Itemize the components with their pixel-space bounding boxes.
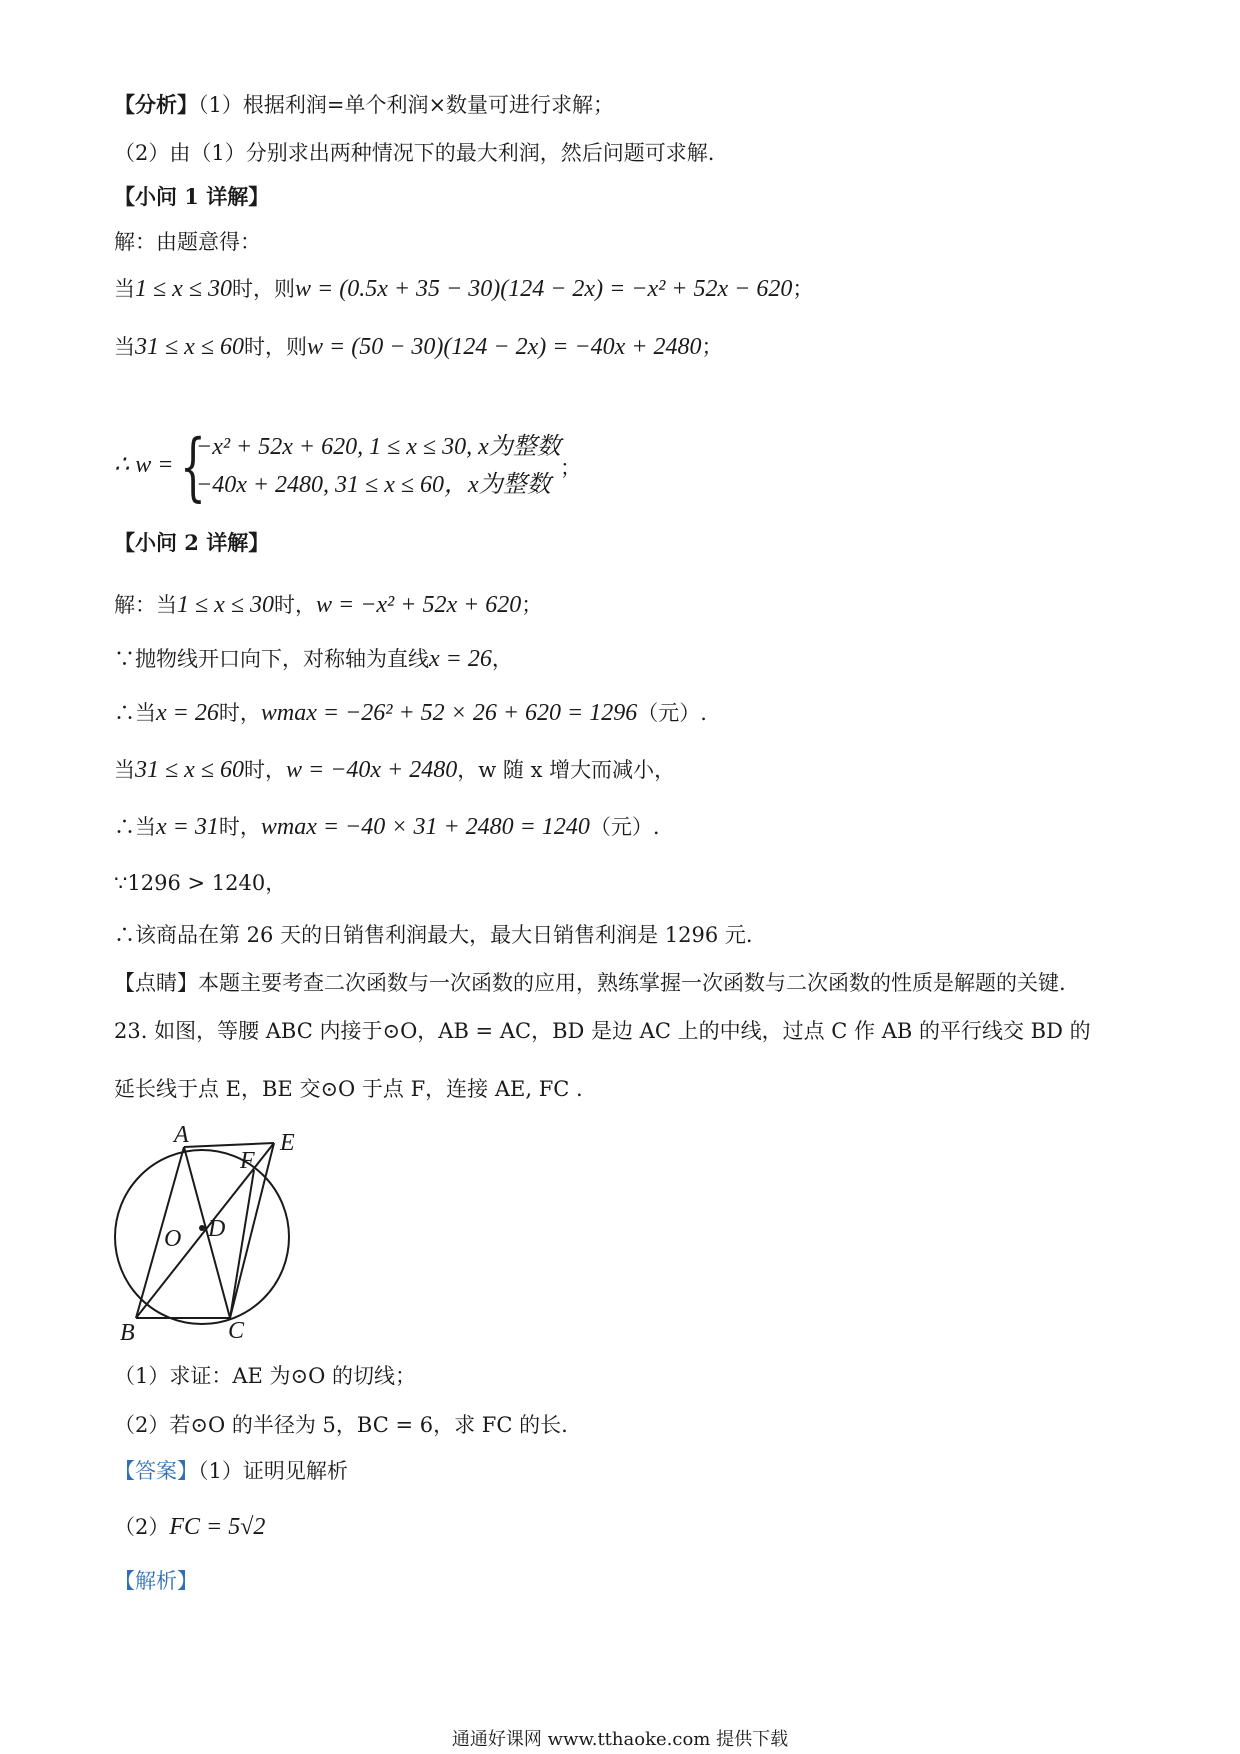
piecewise-row-1: −x² + 52x + 620, 1 ≤ x ≤ 30, x为整数 <box>196 434 561 460</box>
q2-l5-end: （元）. <box>589 815 660 839</box>
answer-tag: 【答案】 <box>114 1459 198 1483</box>
label-e: E <box>280 1130 295 1156</box>
q2-l5-eq: wmax = −40 × 31 + 2480 = 1240 <box>260 814 590 840</box>
answer-line-1 <box>114 1458 348 1484</box>
q2-l1-end: ； <box>521 593 543 617</box>
label-d: D <box>208 1216 226 1242</box>
q2-l4-mid: 时， <box>244 758 286 782</box>
q2-l1-mid: 时， <box>274 593 316 617</box>
q1-case2-mid: 时，则 <box>244 335 307 359</box>
q1-case2-eq: w = (50 − 30)(124 − 2x) = −40x + 2480 <box>307 334 702 360</box>
q1-case1-cond: 1 ≤ x ≤ 30 <box>135 276 232 302</box>
analysis-line-2: （2）由（1）分别求出两种情况下的最大利润，然后问题可求解. <box>114 141 715 165</box>
analysis-text-1: （1）根据利润=单个利润×数量可进行求解； <box>198 93 615 117</box>
q2-l1-eq: w = −x² + 52x + 620 <box>316 592 522 618</box>
q2-l2-end: ， <box>491 647 513 671</box>
problem-23-sub-2: （2）若⊙O 的半径为 5，BC = 6，求 FC 的长. <box>114 1413 568 1437</box>
segment-fc <box>230 1170 254 1318</box>
piecewise-end: ； <box>560 456 581 480</box>
q2-l3-end: （元）. <box>637 701 707 725</box>
q1-case2-end: ； <box>701 335 723 359</box>
footer: 通通好课网 www.tthaoke.com 提供下载 <box>451 1729 789 1750</box>
q2-l2-eq: x = 26 <box>429 646 492 672</box>
answer-2: FC = 5√2 <box>169 1514 266 1540</box>
piecewise-row-2: −40x + 2480, 31 ≤ x ≤ 60，x为整数 <box>196 472 551 498</box>
center-dot <box>199 1225 205 1231</box>
q2-l3-cond: x = 26 <box>156 700 219 726</box>
label-b: B <box>120 1320 135 1342</box>
q1-case2-cond: 31 ≤ x ≤ 60 <box>135 334 244 360</box>
q2-line-5 <box>114 812 660 842</box>
q2-l2-text: ∵抛物线开口向下，对称轴为直线 <box>114 647 429 671</box>
q2-l1-prefix: 解：当 <box>114 593 177 617</box>
q2-l4-prefix: 当 <box>114 758 135 782</box>
q2-l3-mid: 时， <box>218 701 261 725</box>
q2-line-1 <box>114 590 542 620</box>
label-f: F <box>240 1148 255 1174</box>
q1-intro: 解：由题意得： <box>114 230 261 254</box>
q2-line-7: ∴该商品在第 26 天的日销售利润最大，最大日销售利润是 1296 元. <box>114 923 753 947</box>
analysis-tag: 【分析】 <box>114 92 198 117</box>
segment-ae <box>184 1143 274 1147</box>
piecewise-brace: { <box>180 424 206 510</box>
q2-heading: 【小问 2 详解】 <box>114 530 270 555</box>
q1-case1-eq: w = (0.5x + 35 − 30)(124 − 2x) = −x² + 52x − 620 <box>295 276 793 302</box>
q2-l1-cond: 1 ≤ x ≤ 30 <box>177 592 274 618</box>
q2-line-6: ∵1296 > 1240， <box>114 871 287 895</box>
q2-l3-eq: wmax = −26² + 52 × 26 + 620 = 1296 <box>260 700 638 726</box>
q1-case1-end: ； <box>792 277 814 301</box>
analysis-line-1 <box>114 92 614 118</box>
q1-case1-mid: 时，则 <box>232 277 295 301</box>
q2-line-2 <box>114 644 513 674</box>
piecewise-lhs: ∴ w = <box>114 452 174 478</box>
comment: 【点睛】本题主要考查二次函数与一次函数的应用，熟练掌握一次函数与二次函数的性质是解题的关键. <box>114 971 1066 995</box>
q2-l3-prefix: ∴当 <box>114 701 156 725</box>
answer-1: （1）证明见解析 <box>198 1459 348 1483</box>
q2-l4-cond: 31 ≤ x ≤ 60 <box>135 757 244 783</box>
q1-case2-prefix: 当 <box>114 335 135 359</box>
q2-line-4 <box>114 755 675 785</box>
q1-heading: 【小问 1 详解】 <box>114 184 270 209</box>
q2-l5-cond: x = 31 <box>156 814 219 840</box>
label-a: A <box>174 1122 189 1148</box>
q2-l4-eq: w = −40x + 2480 <box>286 757 458 783</box>
label-c: C <box>228 1318 245 1342</box>
answer-line-2 <box>114 1512 265 1542</box>
problem-23-line-2: 延长线于点 E，BE 交⊙O 于点 F，连接 AE, FC . <box>114 1077 583 1101</box>
q1-case1 <box>114 274 813 304</box>
answer-2-prefix: （2） <box>114 1515 170 1539</box>
q1-case2 <box>114 332 722 362</box>
solution-tag: 【解析】 <box>114 1569 198 1593</box>
q2-line-3 <box>114 698 707 728</box>
q1-case1-prefix: 当 <box>114 277 135 301</box>
q2-l5-mid: 时， <box>218 815 261 839</box>
geometry-figure <box>104 1122 374 1342</box>
problem-23-sub-1: （1）求证：AE 为⊙O 的切线； <box>114 1364 417 1388</box>
q2-l5-prefix: ∴当 <box>114 815 156 839</box>
label-o: O <box>164 1226 182 1252</box>
q2-l4-end: ，w 随 x 增大而减小， <box>457 758 676 782</box>
problem-23-line-1: 23. 如图，等腰 ABC 内接于⊙O，AB = AC，BD 是边 AC 上的中线，过点 C 作 AB 的平行线交 BD 的 <box>114 1019 1091 1043</box>
